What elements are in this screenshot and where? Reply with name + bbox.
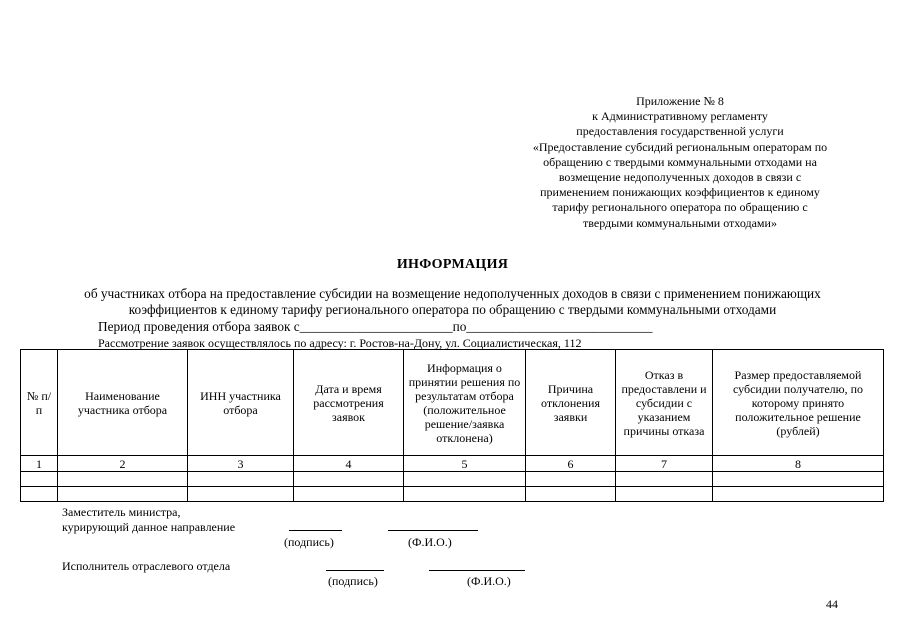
header-cell-rejection-reason: Причина отклонения заявки — [526, 350, 616, 456]
executor-signature-caption: (подпись) — [328, 574, 378, 588]
column-number: 8 — [713, 456, 884, 472]
table-column-numbers-row — [21, 456, 884, 472]
table-cell[interactable] — [21, 472, 58, 487]
document-title: ИНФОРМАЦИЯ — [396, 257, 509, 272]
period-end-field[interactable]: ____________________________ — [466, 319, 653, 334]
table-cell[interactable] — [188, 487, 294, 502]
appendix-line: тарифу регионального оператора по обращению с — [552, 200, 808, 215]
table-cell[interactable] — [188, 472, 294, 487]
appendix-line: возмещение недополученных доходов в связи с — [558, 170, 802, 185]
subtitle-line: коэффициентов к единому тарифу регионального оператора по обращению с твердыми коммунальными отходами — [128, 302, 777, 317]
deputy-minister-label: Заместитель министра, — [62, 505, 181, 519]
appendix-line: к Административному регламенту — [592, 109, 768, 124]
column-number: 6 — [526, 456, 616, 472]
participants-table — [20, 349, 884, 502]
table-cell[interactable] — [58, 472, 188, 487]
deputy-signature-line[interactable] — [289, 530, 342, 531]
column-number: 3 — [188, 456, 294, 472]
appendix-line: твердыми коммунальными отходами» — [583, 215, 777, 230]
executor-label: Исполнитель отраслевого отдела — [62, 559, 231, 573]
table-cell[interactable] — [58, 487, 188, 502]
executor-signature-line[interactable] — [326, 570, 384, 571]
column-number: 5 — [404, 456, 526, 472]
document-subtitle — [0, 286, 905, 318]
page-number: 44 — [826, 597, 838, 611]
deputy-direction-label: курирующий данное направление — [62, 520, 236, 534]
table-row — [21, 487, 884, 502]
period-label: Период проведения отбора заявок с — [98, 319, 300, 334]
deputy-fio-line[interactable] — [388, 530, 478, 531]
table-cell[interactable] — [404, 472, 526, 487]
period-start-field[interactable]: _______________________ — [299, 319, 453, 334]
appendix-line: обращению с твердыми коммунальными отходами на — [543, 154, 817, 169]
deputy-fio-caption: (Ф.И.О.) — [408, 535, 452, 549]
header-cell-participant-name: Наименование участника отбора — [58, 350, 188, 456]
column-number: 2 — [58, 456, 188, 472]
column-number: 4 — [294, 456, 404, 472]
column-number: 7 — [616, 456, 713, 472]
header-cell-refusal: Отказ в предоставлени и субсидии с указанием причины отказа — [616, 350, 713, 456]
header-cell-inn: ИНН участника отбора — [188, 350, 294, 456]
appendix-line: предоставления государственной услуги — [576, 124, 784, 139]
table-header-row — [21, 350, 884, 456]
column-number: 1 — [21, 456, 58, 472]
table-cell[interactable] — [21, 487, 58, 502]
table-row — [21, 472, 884, 487]
deputy-signature-caption: (подпись) — [284, 535, 334, 549]
header-cell-decision-info: Информация о принятии решения по результатам отбора (положительное решение/заявка отклонена) — [404, 350, 526, 456]
header-cell-subsidy-amount: Размер предоставляемой субсидии получателю, по которому принято положительное решение (рублей) — [713, 350, 884, 456]
table-cell[interactable] — [294, 472, 404, 487]
executor-fio-caption: (Ф.И.О.) — [467, 574, 511, 588]
table-cell[interactable] — [616, 487, 713, 502]
table-cell[interactable] — [294, 487, 404, 502]
table-cell[interactable] — [526, 487, 616, 502]
appendix-line: применением понижающих коэффициентов к единому — [540, 185, 820, 200]
appendix-block — [500, 94, 860, 231]
executor-fio-line[interactable] — [429, 570, 525, 571]
table-cell[interactable] — [713, 472, 884, 487]
header-cell-review-date: Дата и время рассмотрения заявок — [294, 350, 404, 456]
table-cell[interactable] — [404, 487, 526, 502]
table-cell[interactable] — [616, 472, 713, 487]
table-cell[interactable] — [526, 472, 616, 487]
table-cell[interactable] — [713, 487, 884, 502]
address-line: Рассмотрение заявок осуществлялось по адресу: г. Ростов-на-Дону, ул. Социалистическая, 112 — [98, 336, 582, 350]
appendix-line: Приложение № 8 — [636, 94, 724, 108]
appendix-line: «Предоставление субсидий региональным операторам по — [532, 139, 828, 154]
period-mid-label: по — [452, 319, 467, 334]
header-cell-number: № п/п — [21, 350, 58, 456]
period-line — [98, 319, 653, 335]
subtitle-line: об участниках отбора на предоставление субсидии на возмещение недополученных доходов в связи с применением понижающих — [84, 286, 821, 301]
